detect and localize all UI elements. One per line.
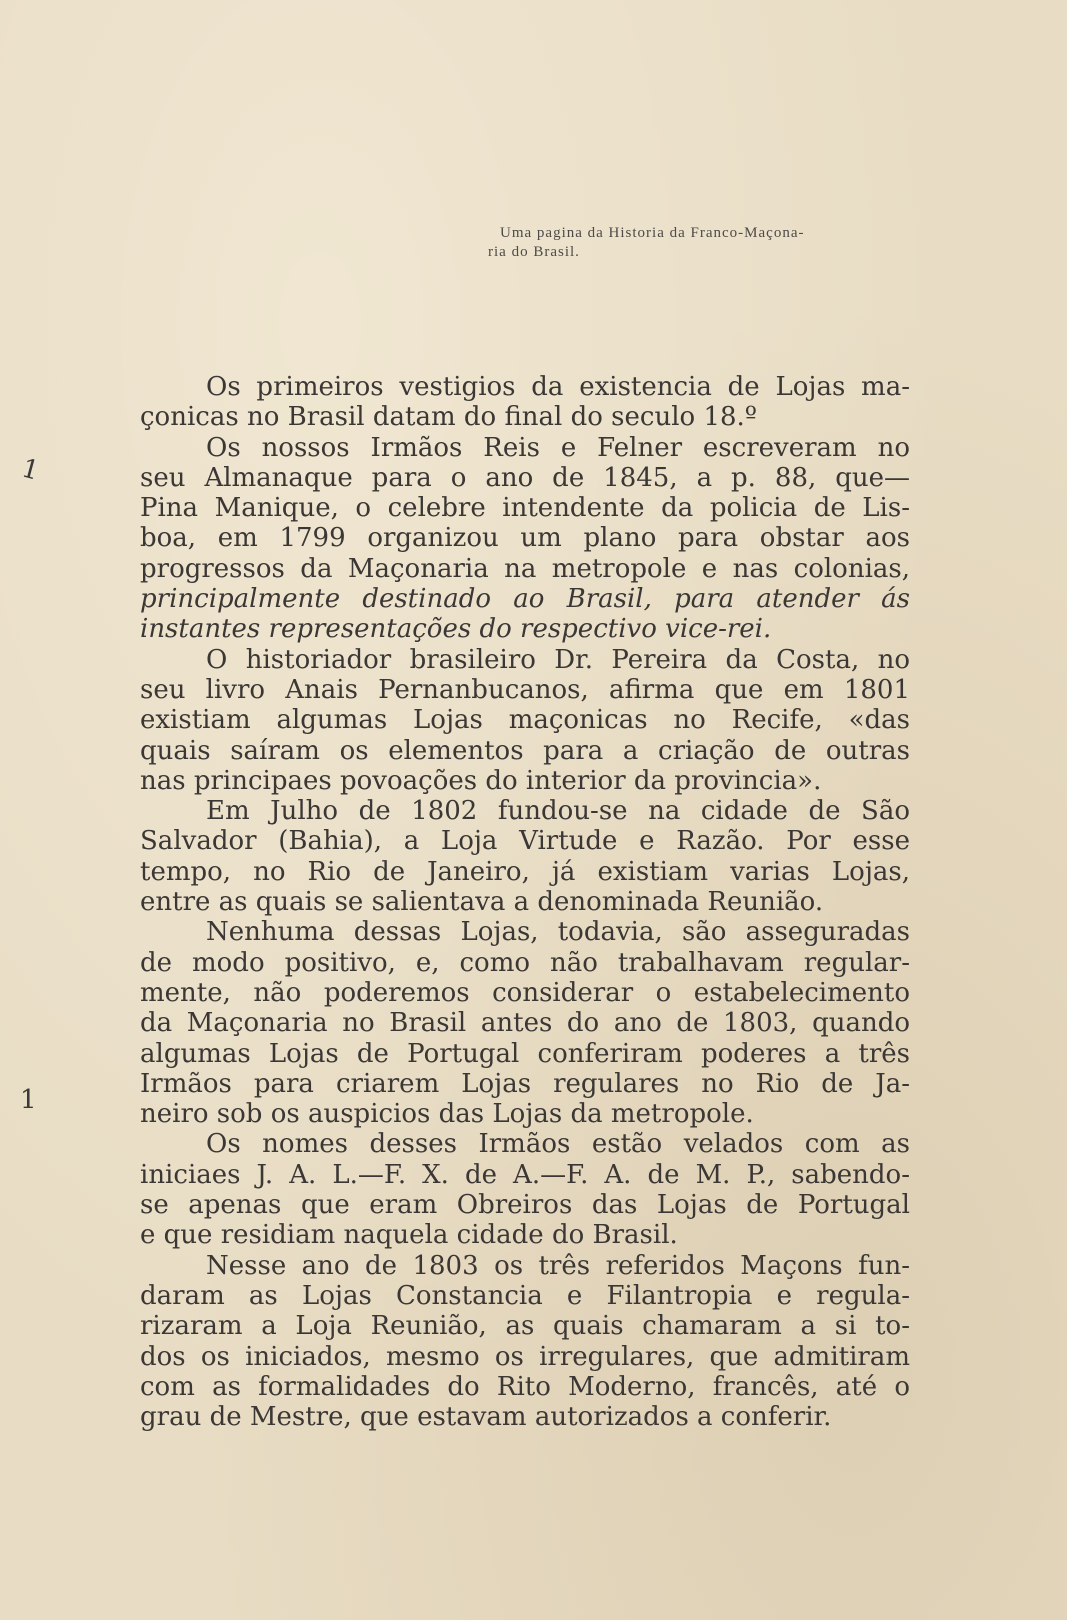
text-line: Os nomes desses Irmãos estão velados com as	[206, 1129, 910, 1160]
header-line-2: ria do Brasil.	[488, 244, 580, 260]
text-line: progressos da Maçonaria na metropole e nas colonias,	[140, 553, 910, 584]
text-line: algumas Lojas de Portugal conferiram poderes a três	[140, 1038, 910, 1069]
text-line: de modo positivo, e, como não trabalhavam regular-	[140, 947, 910, 978]
text-line: grau de Mestre, que estavam autorizados a conferir.	[140, 1402, 832, 1433]
text-line: Pina Manique, o celebre intendente da policia de Lis-	[140, 493, 910, 524]
text-line: Salvador (Bahia), a Loja Virtude e Razão. Por esse	[140, 826, 910, 857]
header-line-1: Uma pagina da Historia da Franco-Maçona-	[500, 225, 805, 241]
text-line: neiro sob os auspicios das Lojas da metropole.	[140, 1099, 754, 1130]
text-line: iniciaes J. A. L.—F. X. de A.—F. A. de M. P., sabendo-	[140, 1159, 910, 1190]
text-line: tempo, no Rio de Janeiro, já existiam varias Lojas,	[140, 856, 910, 887]
text-line: se apenas que eram Obreiros das Lojas de Portugal	[140, 1190, 910, 1221]
text-line: Os primeiros vestigios da existencia de Lojas ma-	[206, 372, 910, 402]
text-line: çonicas no Brasil datam do final do seculo 18.º	[140, 402, 758, 433]
text-line: boa, em 1799 organizou um plano para obstar aos	[140, 523, 910, 554]
text-line: nas principaes povoações do interior da provincia».	[140, 765, 822, 796]
text-line: Em Julho de 1802 fundou-se na cidade de São	[206, 796, 910, 827]
text-line: Irmãos para criarem Lojas regulares no Rio de Ja-	[140, 1068, 910, 1099]
text-line: daram as Lojas Constancia e Filantropia e regula-	[140, 1280, 910, 1311]
margin-mark: 1	[20, 1085, 37, 1115]
text-line: e que residiam naquela cidade do Brasil.	[140, 1220, 678, 1251]
text-line: Nesse ano de 1803 os três referidos Maçons fun-	[206, 1250, 910, 1281]
text-line: Os nossos Irmãos Reis e Felner escreveram no	[206, 432, 910, 463]
text-line: instantes representações do respectivo vice-rei.	[140, 614, 772, 645]
text-line: existiam algumas Lojas maçonicas no Recife, «das	[140, 705, 910, 736]
text-line: entre as quais se salientava a denominada Reunião.	[140, 887, 824, 918]
text-line: seu Almanaque para o ano de 1845, a p. 88, que—	[140, 462, 910, 493]
body-text	[140, 372, 910, 1432]
text-line: da Maçonaria no Brasil antes do ano de 1803, quando	[140, 1008, 910, 1039]
running-header	[488, 224, 920, 262]
text-line: quais saíram os elementos para a criação de outras	[140, 735, 910, 766]
text-line: com as formalidades do Rito Moderno, francês, até o	[140, 1371, 910, 1402]
text-line: mente, não poderemos considerar o estabelecimento	[140, 977, 910, 1008]
text-line: principalmente destinado ao Brasil, para atender ás	[140, 584, 910, 615]
text-line: dos os iniciados, mesmo os irregulares, que admitiram	[140, 1341, 910, 1372]
margin-mark: 1	[18, 453, 43, 487]
text-line: O historiador brasileiro Dr. Pereira da Costa, no	[206, 644, 910, 675]
text-line: seu livro Anais Pernanbucanos, afirma que em 1801	[140, 674, 910, 705]
text-line: Nenhuma dessas Lojas, todavia, são asseguradas	[206, 917, 910, 948]
text-line: rizaram a Loja Reunião, as quais chamaram a si to-	[140, 1311, 910, 1342]
